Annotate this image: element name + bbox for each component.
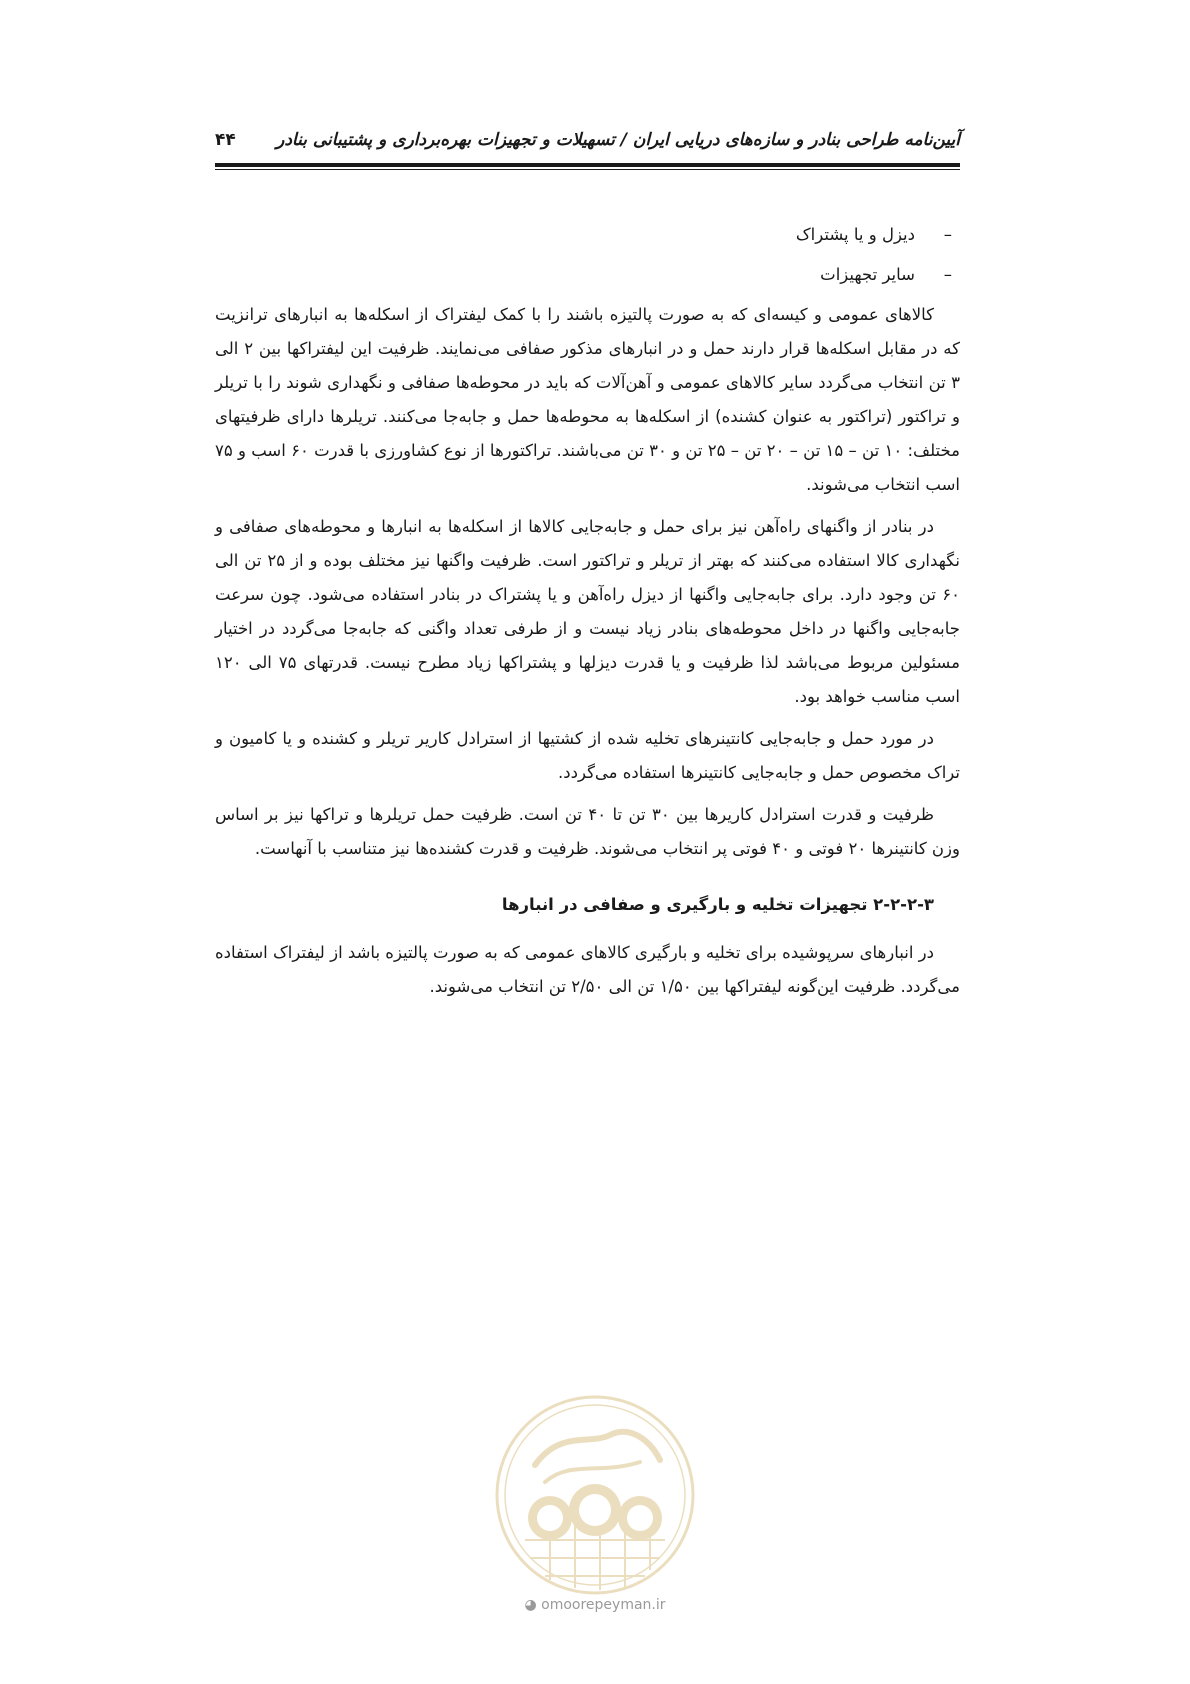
running-title: آیین‌نامه طراحی بنادر و سازه‌های دریایی ایران / تسهیلات و تجهیزات بهره‌برداری و پشتیبانی بنادر: [276, 130, 960, 150]
watermark-url: [490, 1597, 700, 1613]
globe-icon: ◕: [524, 1597, 542, 1613]
watermark-seal-icon: [490, 1390, 700, 1600]
paragraph: کالاهای عمومی و کیسه‌ای که به صورت پالتیزه باشند را با کمک لیفتراک از اسکله‌ها به انبارهای ترانزیت که در مقابل اسکله‌ها قرار دارند حمل و در انبارهای مذکور صفافی می‌نمایند. ظرفیت این لیفتراکها بین ۲ الی ۳ تن انتخاب می‌گردد سایر کالاهای عمومی و آهن‌آلات که باید در محوطه‌ها صفافی و نگهداری شوند را با تریلر و تراکتور (تراکتور به عنوان کشنده) از اسکله‌ها به محوطه‌ها حمل و جابه‌جا می‌کنند. تریلرها دارای ظرفیتهای مختلف: ۱۰ تن – ۱۵ تن – ۲۰ تن – ۲۵ تن و ۳۰ تن می‌باشند. تراکتورها از نوع کشاورزی با قدرت ۶۰ اسب و ۷۵ اسب انتخاب می‌شوند.: [215, 305, 961, 494]
paragraph: ظرفیت و قدرت استرادل کاریرها بین ۳۰ تن تا ۴۰ تن است. ظرفیت حمل تریلرها و تراکها نیز بر اساس وزن کانتینرها ۲۰ فوتی و ۴۰ فوتی پر انتخاب می‌شوند. ظرفیت و قدرت کشنده‌ها نیز متناسب با آنهاست.: [215, 805, 960, 858]
section-heading: ۲-۲-۲-۳ تجهیزات تخلیه و بارگیری و صفافی در انبارها: [501, 895, 934, 914]
body-content: [215, 218, 960, 1012]
paragraph: در انبارهای سرپوشیده برای تخلیه و بارگیری کالاهای عمومی که به صورت پالتیزه باشد از لیفتراک استفاده می‌گردد. ظرفیت این‌گونه لیفتراکها بین ۱/۵۰ تن الی ۲/۵۰ تن انتخاب می‌شوند.: [215, 943, 960, 996]
page-header: [215, 128, 960, 168]
watermark-url-text: omoorepeyman.ir: [541, 1597, 666, 1613]
paragraph: در مورد حمل و جابه‌جایی کانتینرهای تخلیه شده از کشتیها از استرادل کاریر تریلر و کشنده و یا کامیون و تراک مخصوص حمل و جابه‌جایی کانتینرها استفاده می‌گردد.: [215, 729, 960, 782]
bullet-text: سایر تجهیزات: [820, 265, 915, 284]
bullet-item: [215, 258, 960, 292]
page-number: ۴۴: [215, 130, 236, 150]
bullet-dash: –: [943, 225, 952, 244]
bullet-item: [215, 218, 960, 252]
bullet-text: دیزل و یا پشتراک: [795, 225, 915, 244]
bullet-dash: –: [943, 265, 952, 284]
header-rule-thick: [215, 163, 960, 167]
watermark-logo: [490, 1390, 700, 1600]
header-rule-thin: [215, 169, 960, 170]
paragraph: در بنادر از واگنهای راه‌آهن نیز برای حمل و جابه‌جایی کالاها از اسکله‌ها به انبارها و محوطه‌های صفافی و نگهداری کالا استفاده می‌کنند که بهتر از تریلر و تراکتور است. ظرفیت واگنها نیز مختلف بوده و از ۲۵ تن الی ۶۰ تن وجود دارد. برای جابه‌جایی واگنها از دیزل راه‌آهن و یا پشتراک در بنادر استفاده می‌شود. چون سرعت جابه‌جایی واگنها در داخل محوطه‌های بنادر زیاد نیست و از طرفی تعداد واگنی که جابه‌جا می‌گردد در اختیار مسئولین مربوط می‌باشد لذا ظرفیت و یا قدرت دیزلها و پشتراکها زیاد مطرح نیست. قدرتهای ۷۵ الی ۱۲۰ اسب مناسب خواهد بود.: [215, 517, 960, 706]
